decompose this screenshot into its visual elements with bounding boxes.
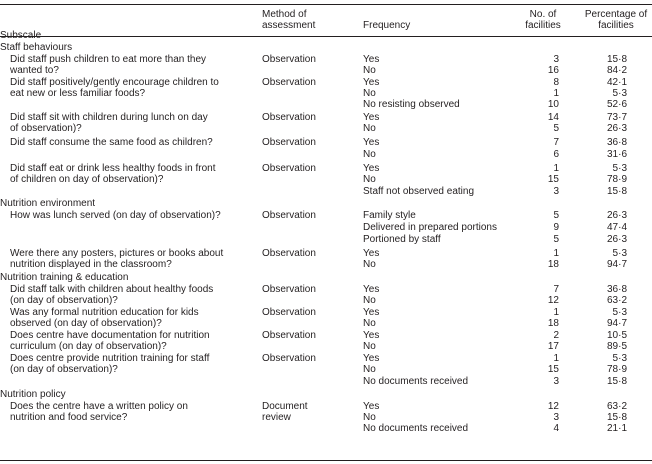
frequency-cell: Yes: [363, 248, 380, 259]
frequency-cell: No: [363, 341, 376, 352]
header-count-line1: No. of: [529, 9, 557, 20]
frequency-cell: Staff not observed eating: [363, 186, 475, 197]
frequency-cell: Yes: [363, 284, 380, 295]
method-cell: Observation: [262, 284, 316, 295]
method-cell: review: [262, 412, 291, 423]
count-cell: 1: [553, 163, 559, 174]
question-text: nutrition and food service?: [10, 412, 128, 423]
method-cell: Observation: [262, 54, 316, 65]
percentage-cell: 15·8: [606, 186, 627, 197]
count-cell: 5: [553, 210, 559, 221]
method-cell: Document: [262, 401, 308, 412]
header-pct-line1: Percentage of: [584, 9, 648, 20]
percentage-cell: 26·3: [606, 210, 627, 221]
count-cell: 1: [553, 248, 559, 259]
question-text: (on day of observation)?: [10, 364, 118, 375]
header-frequency: Frequency: [363, 20, 411, 31]
method-cell: Observation: [262, 307, 316, 318]
percentage-cell: 5·3: [612, 163, 627, 174]
question-text: Did staff consume the same food as children?: [10, 137, 213, 148]
count-cell: 15: [547, 364, 559, 375]
question-text: Were there any posters, pictures or books about: [10, 248, 224, 259]
count-cell: 18: [547, 318, 559, 329]
percentage-cell: 52·6: [606, 99, 627, 110]
percentage-cell: 10·5: [606, 330, 627, 341]
frequency-cell: Yes: [363, 330, 380, 341]
count-cell: 15: [547, 174, 559, 185]
percentage-cell: 73·7: [606, 112, 627, 123]
frequency-cell: Portioned by staff: [363, 234, 441, 245]
percentage-cell: 5·3: [612, 88, 627, 99]
method-cell: Observation: [262, 330, 316, 341]
percentage-cell: 78·9: [606, 174, 627, 185]
method-cell: Observation: [262, 112, 316, 123]
percentage-cell: 94·7: [606, 259, 627, 270]
count-cell: 5: [553, 123, 559, 134]
question-text: Did staff sit with children during lunch on day: [10, 112, 208, 123]
count-cell: 12: [547, 295, 559, 306]
question-text: Was any formal nutrition education for kids: [10, 307, 199, 318]
frequency-cell: No documents received: [363, 376, 469, 387]
count-cell: 3: [553, 54, 559, 65]
header-method-line2: assessment: [262, 20, 316, 31]
percentage-cell: 5·3: [612, 353, 627, 364]
subscale-heading: Nutrition environment: [0, 198, 96, 209]
percentage-cell: 15·8: [606, 376, 627, 387]
top-rule: [0, 4, 652, 5]
count-cell: 1: [553, 307, 559, 318]
percentage-cell: 31·6: [606, 149, 627, 160]
percentage-cell: 84·2: [606, 65, 627, 76]
frequency-cell: Yes: [363, 307, 380, 318]
percentage-cell: 5·3: [612, 307, 627, 318]
count-cell: 4: [553, 423, 559, 434]
count-cell: 1: [553, 88, 559, 99]
question-text: Does centre have documentation for nutrition: [10, 330, 210, 341]
percentage-cell: 36·8: [606, 137, 627, 148]
question-text: Does the centre have a written policy on: [10, 401, 188, 412]
frequency-cell: Delivered in prepared portions: [363, 222, 497, 233]
percentage-cell: 89·5: [606, 341, 627, 352]
count-cell: 17: [547, 341, 559, 352]
count-cell: 7: [553, 284, 559, 295]
bottom-rule: [0, 460, 652, 461]
question-text: curriculum (on day of observation)?: [10, 341, 167, 352]
question-text: Did staff push children to eat more than they: [10, 54, 207, 65]
header-rule: [0, 36, 652, 37]
question-text: wanted to?: [10, 65, 59, 76]
method-cell: Observation: [262, 210, 316, 221]
method-cell: Observation: [262, 163, 316, 174]
percentage-cell: 63·2: [606, 401, 627, 412]
count-cell: 10: [547, 99, 559, 110]
frequency-cell: No: [363, 174, 376, 185]
count-cell: 6: [553, 149, 559, 160]
frequency-cell: Yes: [363, 112, 380, 123]
frequency-cell: No: [363, 88, 376, 99]
question-text: eat new or less familiar foods?: [10, 88, 146, 99]
percentage-cell: 15·8: [606, 412, 627, 423]
percentage-cell: 36·8: [606, 284, 627, 295]
percentage-cell: 15·8: [606, 54, 627, 65]
question-text: How was lunch served (on day of observation)?: [10, 210, 221, 221]
count-cell: 16: [547, 65, 559, 76]
frequency-cell: Yes: [363, 54, 380, 65]
count-cell: 3: [553, 412, 559, 423]
frequency-cell: No: [363, 149, 376, 160]
frequency-cell: Yes: [363, 77, 380, 88]
frequency-cell: No resisting observed: [363, 99, 460, 110]
frequency-cell: Yes: [363, 163, 380, 174]
count-cell: 3: [553, 186, 559, 197]
frequency-cell: No: [363, 295, 376, 306]
question-text: Did staff positively/gently encourage children to: [10, 77, 219, 88]
method-cell: Observation: [262, 353, 316, 364]
frequency-cell: Yes: [363, 137, 380, 148]
frequency-cell: Yes: [363, 353, 380, 364]
question-text: Did staff talk with children about healthy foods: [10, 284, 214, 295]
question-text: of observation)?: [10, 123, 82, 134]
count-cell: 5: [553, 234, 559, 245]
count-cell: 9: [553, 222, 559, 233]
percentage-cell: 63·2: [606, 295, 627, 306]
percentage-cell: 47·4: [606, 222, 627, 233]
frequency-cell: Family style: [363, 210, 416, 221]
percentage-cell: 94·7: [606, 318, 627, 329]
method-cell: Observation: [262, 137, 316, 148]
frequency-cell: No: [363, 318, 376, 329]
count-cell: 2: [553, 330, 559, 341]
count-cell: 7: [553, 137, 559, 148]
question-text: nutrition displayed in the classroom?: [10, 259, 172, 270]
method-cell: Observation: [262, 77, 316, 88]
question-text: of children on day of observation)?: [10, 174, 164, 185]
header-pct-line2: facilities: [598, 20, 634, 31]
header-method-line1: Method of: [262, 9, 307, 20]
percentage-cell: 78·9: [606, 364, 627, 375]
count-cell: 18: [547, 259, 559, 270]
frequency-cell: No: [363, 65, 376, 76]
count-cell: 8: [553, 77, 559, 88]
frequency-cell: No: [363, 412, 376, 423]
percentage-cell: 26·3: [606, 123, 627, 134]
count-cell: 3: [553, 376, 559, 387]
subscale-heading: Nutrition training & education: [0, 272, 129, 283]
percentage-cell: 5·3: [612, 248, 627, 259]
question-text: observed (on day of observation)?: [10, 318, 162, 329]
percentage-cell: 42·1: [606, 77, 627, 88]
frequency-cell: No documents received: [363, 423, 469, 434]
frequency-cell: No: [363, 259, 376, 270]
subscale-heading: Nutrition policy: [0, 389, 66, 400]
question-text: Does centre provide nutrition training for staff: [10, 353, 210, 364]
question-text: (on day of observation)?: [10, 295, 118, 306]
question-text: Did staff eat or drink less healthy foods in front: [10, 163, 216, 174]
frequency-cell: No: [363, 364, 376, 375]
percentage-cell: 26·3: [606, 234, 627, 245]
header-count-line2: facilities: [525, 20, 561, 31]
method-cell: Observation: [262, 248, 316, 259]
count-cell: 12: [547, 401, 559, 412]
count-cell: 14: [547, 112, 559, 123]
count-cell: 1: [553, 353, 559, 364]
subscale-heading: Staff behaviours: [0, 42, 73, 53]
frequency-cell: Yes: [363, 401, 380, 412]
header-subscale: Subscale: [0, 30, 42, 41]
percentage-cell: 21·1: [606, 423, 627, 434]
frequency-cell: No: [363, 123, 376, 134]
